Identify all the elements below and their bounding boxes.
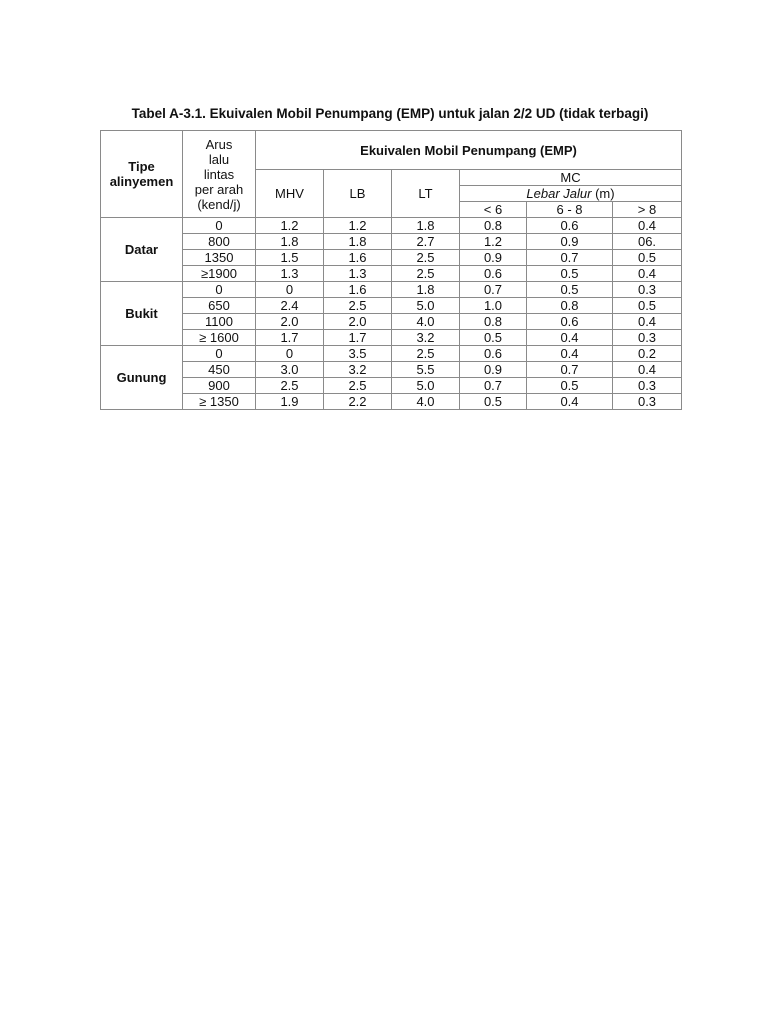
cell-mc-6-8: 0.4 [527,346,613,362]
cell-lb: 2.5 [324,298,392,314]
header-arus-line: lintas [203,166,235,182]
cell-mc-lt6: 0.9 [460,362,527,378]
cell-arus: 1100 [183,314,256,330]
table-row [101,282,682,298]
cell-lt: 1.8 [392,282,460,298]
cell-arus: 450 [183,362,256,378]
cell-mc-6-8: 0.5 [527,266,613,282]
cell-lb: 1.7 [324,330,392,346]
cell-mc-gt8: 0.4 [613,314,682,330]
cell-mhv: 2.0 [256,314,324,330]
cell-mc-gt8: 0.2 [613,346,682,362]
cell-mhv: 1.2 [256,218,324,234]
cell-lb: 1.2 [324,218,392,234]
cell-arus: ≥ 1350 [183,394,256,410]
cell-mc-gt8: 0.4 [613,218,682,234]
cell-mc-lt6: 0.6 [460,266,527,282]
header-tipe-line2: alinyemen [109,174,174,189]
header-lb: LB [324,170,392,218]
table-row [101,394,682,410]
cell-mc-lt6: 0.8 [460,314,527,330]
header-arus-lalu-lintas [183,131,256,218]
cell-lt: 3.2 [392,330,460,346]
cell-mc-lt6: 0.5 [460,394,527,410]
cell-lt: 5.0 [392,378,460,394]
header-lebar-jalur-unit: (m) [591,186,615,201]
cell-mc-6-8: 0.9 [527,234,613,250]
cell-arus: 800 [183,234,256,250]
cell-arus: 0 [183,218,256,234]
cell-mc-gt8: 0.3 [613,282,682,298]
cell-mhv: 2.5 [256,378,324,394]
cell-mc-lt6: 1.2 [460,234,527,250]
header-mc-6-8: 6 - 8 [527,202,613,218]
header-lebar-jalur [460,186,682,202]
header-arus-line: lalu [208,151,230,167]
cell-mhv: 1.5 [256,250,324,266]
cell-lb: 2.0 [324,314,392,330]
cell-lt: 5.0 [392,298,460,314]
cell-mc-6-8: 0.5 [527,378,613,394]
header-arus-line: (kend/j) [197,196,241,212]
cell-mc-6-8: 0.6 [527,314,613,330]
table-row [101,298,682,314]
table-row [101,378,682,394]
cell-mhv: 2.4 [256,298,324,314]
header-mc: MC [460,170,682,186]
cell-lb: 1.6 [324,282,392,298]
cell-mhv: 1.3 [256,266,324,282]
cell-mc-lt6: 0.9 [460,250,527,266]
cell-mc-6-8: 0.4 [527,330,613,346]
table-row [101,346,682,362]
table-row [101,362,682,378]
cell-mhv: 1.8 [256,234,324,250]
cell-arus: 0 [183,282,256,298]
header-tipe-line1: Tipe [128,159,155,174]
cell-mhv: 1.7 [256,330,324,346]
cell-lb: 3.2 [324,362,392,378]
cell-mc-6-8: 0.8 [527,298,613,314]
cell-mc-6-8: 0.7 [527,250,613,266]
cell-mc-gt8: 0.4 [613,362,682,378]
cell-mhv: 1.9 [256,394,324,410]
cell-arus: 1350 [183,250,256,266]
table-row [101,266,682,282]
cell-lt: 4.0 [392,314,460,330]
cell-mhv: 3.0 [256,362,324,378]
cell-lt: 2.7 [392,234,460,250]
header-lebar-jalur-label: Lebar Jalur [526,186,592,201]
cell-mhv: 0 [256,346,324,362]
cell-mc-lt6: 0.6 [460,346,527,362]
group-label-datar: Datar [101,218,183,282]
cell-lt: 5.5 [392,362,460,378]
header-mc-gt8: > 8 [613,202,682,218]
header-lt: LT [392,170,460,218]
table-caption: Tabel A-3.1. Ekuivalen Mobil Penumpang (EMP) untuk jalan 2/2 UD (tidak terbagi) [131,106,649,121]
header-arus-line: per arah [194,181,244,197]
cell-mc-gt8: 0.5 [613,250,682,266]
table-row [101,314,682,330]
group-label-gunung: Gunung [101,346,183,410]
cell-lb: 1.8 [324,234,392,250]
cell-lt: 2.5 [392,266,460,282]
cell-mc-6-8: 0.7 [527,362,613,378]
header-tipe-alinyemen [101,131,183,218]
cell-arus: 650 [183,298,256,314]
table-body [101,218,682,410]
cell-mc-6-8: 0.5 [527,282,613,298]
cell-mc-gt8: 06. [613,234,682,250]
cell-mc-6-8: 0.6 [527,218,613,234]
header-mc-lt6: < 6 [460,202,527,218]
cell-lb: 1.6 [324,250,392,266]
cell-mhv: 0 [256,282,324,298]
cell-arus: ≥ 1600 [183,330,256,346]
table-header [101,131,682,218]
cell-mc-lt6: 0.7 [460,282,527,298]
cell-lt: 1.8 [392,218,460,234]
emp-table [100,130,682,410]
cell-mc-lt6: 0.7 [460,378,527,394]
cell-mc-6-8: 0.4 [527,394,613,410]
cell-mc-gt8: 0.5 [613,298,682,314]
header-emp-title: Ekuivalen Mobil Penumpang (EMP) [256,131,682,170]
table-row [101,330,682,346]
table-row [101,218,682,234]
cell-mc-gt8: 0.3 [613,378,682,394]
cell-lb: 2.5 [324,378,392,394]
cell-lt: 2.5 [392,346,460,362]
header-mhv: MHV [256,170,324,218]
cell-lb: 3.5 [324,346,392,362]
cell-mc-lt6: 0.5 [460,330,527,346]
cell-mc-lt6: 0.8 [460,218,527,234]
table-row [101,250,682,266]
header-arus-line: Arus [205,136,233,152]
cell-arus: 0 [183,346,256,362]
cell-lt: 4.0 [392,394,460,410]
cell-lb: 1.3 [324,266,392,282]
cell-arus: ≥1900 [183,266,256,282]
cell-mc-gt8: 0.3 [613,394,682,410]
cell-lt: 2.5 [392,250,460,266]
table-row [101,234,682,250]
cell-lb: 2.2 [324,394,392,410]
cell-arus: 900 [183,378,256,394]
cell-mc-gt8: 0.4 [613,266,682,282]
cell-mc-gt8: 0.3 [613,330,682,346]
group-label-bukit: Bukit [101,282,183,346]
cell-mc-lt6: 1.0 [460,298,527,314]
